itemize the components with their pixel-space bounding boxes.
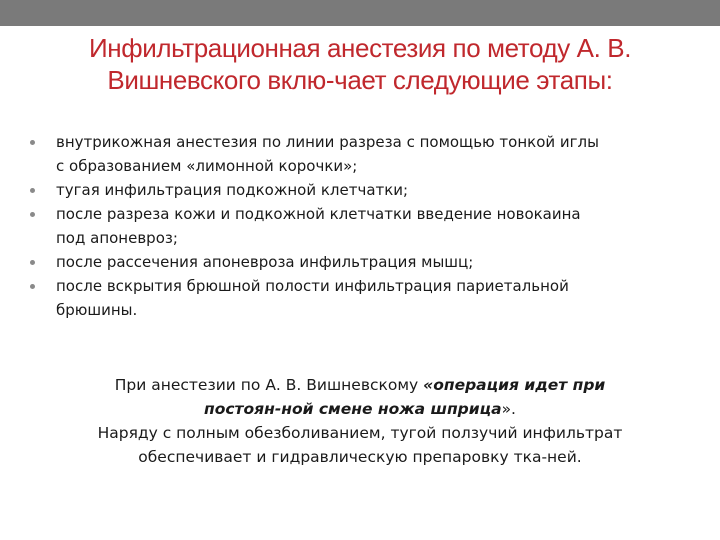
list-item-line: с образованием «лимонной корочки»;: [56, 157, 358, 175]
summary-line: [20, 373, 700, 397]
bullet-icon: [30, 188, 35, 193]
list-item-line: после разреза кожи и подкожной клетчатки введение новокаина: [56, 205, 581, 223]
summary-text: При анестезии по А. В. Вишневскому: [114, 376, 424, 394]
list-item-line: внутрикожная анестезия по линии разреза с помощью тонкой иглы: [56, 133, 599, 151]
bullet-icon: [30, 212, 35, 217]
list-item-line: под апоневроз;: [56, 229, 178, 247]
summary-emphasis: постоян-ной смене ножа шприца: [203, 400, 502, 418]
summary-text: ».: [501, 400, 516, 418]
list-item-line: брюшины.: [56, 301, 138, 319]
slide-title-line-1: Инфильтрационная анестезия по методу А. В.: [88, 33, 632, 63]
summary-block: [20, 373, 700, 469]
stages-list: [30, 130, 700, 322]
summary-emphasis: «операция идет при: [423, 376, 606, 394]
summary-line: Наряду с полным обезболиванием, тугой ползучий инфильтрат: [97, 424, 623, 442]
list-item-line: после рассечения апоневроза инфильтрация мышц;: [56, 253, 474, 271]
slide-title: [40, 32, 680, 96]
list-item: [30, 202, 700, 250]
list-item-text: [56, 178, 700, 202]
list-item: [30, 274, 700, 322]
bullet-icon: [30, 260, 35, 265]
list-item-line: после вскрытия брюшной полости инфильтрация париетальной: [56, 277, 569, 295]
list-item-line: тугая инфильтрация подкожной клетчатки;: [56, 181, 409, 199]
list-item: [30, 178, 700, 202]
summary-line: обеспечивает и гидравлическую препаровку тка-ней.: [138, 448, 582, 466]
list-item-text: [56, 202, 700, 250]
summary-paragraph-2: [20, 421, 700, 469]
list-item: [30, 130, 700, 178]
slide-title-line-2: Вишневского вклю-чает следующие этапы:: [107, 65, 613, 95]
list-item-text: [56, 250, 700, 274]
bullet-icon: [30, 140, 35, 145]
summary-paragraph-1: [20, 373, 700, 421]
summary-line: [20, 397, 700, 421]
bullet-icon: [30, 284, 35, 289]
list-item-text: [56, 274, 700, 322]
header-bar: [0, 0, 720, 26]
list-item-text: [56, 130, 700, 178]
list-item: [30, 250, 700, 274]
